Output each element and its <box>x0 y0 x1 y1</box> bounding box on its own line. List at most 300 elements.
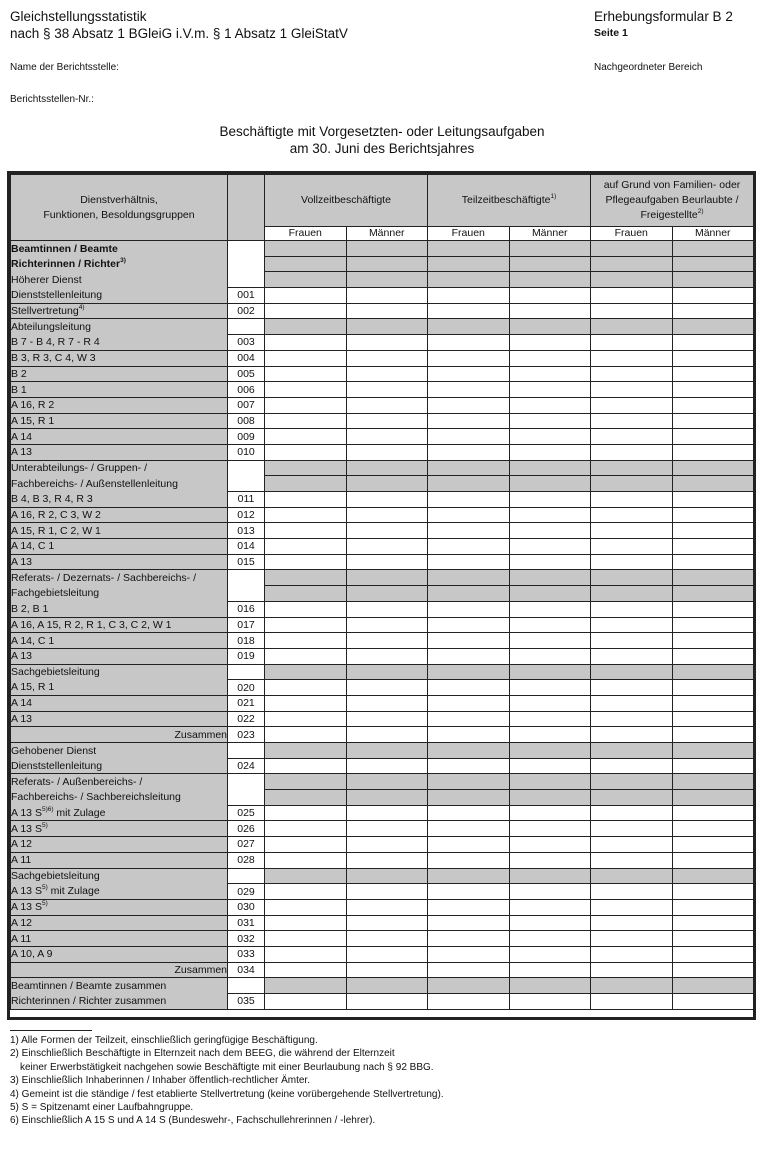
line-number: 018 <box>228 633 265 649</box>
table-row <box>11 946 754 962</box>
entry-cell[interactable] <box>346 852 428 868</box>
entry-cell[interactable] <box>428 335 510 351</box>
shaded-cell <box>265 790 347 806</box>
entry-cell[interactable] <box>591 397 673 413</box>
entry-cell[interactable] <box>509 539 591 555</box>
table-row <box>11 899 754 915</box>
entry-cell[interactable] <box>428 695 510 711</box>
entry-cell[interactable] <box>428 899 510 915</box>
entry-cell[interactable] <box>428 539 510 555</box>
table-row <box>11 758 754 774</box>
entry-cell[interactable] <box>265 727 347 743</box>
entry-cell[interactable] <box>265 962 347 978</box>
entry-cell[interactable] <box>591 884 673 900</box>
entry-cell[interactable] <box>346 633 428 649</box>
row-label <box>11 946 228 962</box>
entry-cell[interactable] <box>346 554 428 570</box>
entry-cell[interactable] <box>346 539 428 555</box>
entry-cell[interactable] <box>265 444 347 460</box>
row-label-text: Beamtinnen / Beamte <box>11 242 118 255</box>
entry-cell[interactable] <box>672 366 754 382</box>
shaded-cell <box>428 272 510 288</box>
footnote: 6) Einschließlich A 15 S und A 14 S (Bundeswehr-, Fachschullehrerinnen / -lehrer). <box>10 1115 376 1127</box>
line-number <box>228 774 265 790</box>
entry-cell[interactable] <box>346 821 428 837</box>
entry-cell[interactable] <box>346 899 428 915</box>
entry-cell[interactable] <box>591 335 673 351</box>
entry-cell[interactable] <box>672 382 754 398</box>
entry-cell[interactable] <box>672 444 754 460</box>
entry-cell[interactable] <box>428 288 510 304</box>
entry-cell[interactable] <box>346 303 428 319</box>
shaded-cell <box>346 868 428 884</box>
shaded-cell <box>591 743 673 759</box>
line-number: 017 <box>228 617 265 633</box>
row-label-suffix: mit Zulage <box>47 885 100 898</box>
entry-cell[interactable] <box>265 397 347 413</box>
shaded-cell <box>672 319 754 335</box>
entry-cell[interactable] <box>346 994 428 1010</box>
table-row <box>11 586 754 602</box>
entry-cell[interactable] <box>591 946 673 962</box>
entry-cell[interactable] <box>591 758 673 774</box>
entry-cell[interactable] <box>591 601 673 617</box>
entry-cell[interactable] <box>428 837 510 853</box>
entry-cell[interactable] <box>672 303 754 319</box>
line-number: 034 <box>228 962 265 978</box>
entry-cell[interactable] <box>428 413 510 429</box>
entry-cell[interactable] <box>428 444 510 460</box>
entry-cell[interactable] <box>672 601 754 617</box>
entry-cell[interactable] <box>346 805 428 821</box>
row-label-text: A 13 S <box>11 822 42 835</box>
entry-cell[interactable] <box>672 335 754 351</box>
entry-cell[interactable] <box>672 413 754 429</box>
shaded-cell <box>509 743 591 759</box>
entry-cell[interactable] <box>591 429 673 445</box>
header-col1-line1: Dienstverhältnis, <box>80 193 158 206</box>
entry-cell[interactable] <box>428 821 510 837</box>
entry-cell[interactable] <box>591 805 673 821</box>
row-label-text: B 2, B 1 <box>11 602 49 615</box>
entry-cell[interactable] <box>265 507 347 523</box>
nachgeordneter-bereich-label: Nachgeordneter Bereich <box>594 62 703 73</box>
entry-cell[interactable] <box>428 554 510 570</box>
row-label <box>11 633 228 649</box>
line-number: 011 <box>228 492 265 508</box>
entry-cell[interactable] <box>428 507 510 523</box>
entry-cell[interactable] <box>509 523 591 539</box>
entry-cell[interactable] <box>672 931 754 947</box>
entry-cell[interactable] <box>428 648 510 664</box>
entry-cell[interactable] <box>265 601 347 617</box>
row-label <box>11 288 228 304</box>
line-number: 012 <box>228 507 265 523</box>
entry-cell[interactable] <box>428 617 510 633</box>
entry-cell[interactable] <box>428 303 510 319</box>
entry-cell[interactable] <box>591 382 673 398</box>
row-label <box>11 868 228 884</box>
entry-cell[interactable] <box>509 429 591 445</box>
entry-cell[interactable] <box>346 288 428 304</box>
entry-cell[interactable] <box>591 994 673 1010</box>
entry-cell[interactable] <box>428 884 510 900</box>
line-number: 007 <box>228 397 265 413</box>
row-label-text: A 15, R 1, C 2, W 1 <box>11 524 101 537</box>
shaded-cell <box>265 743 347 759</box>
entry-cell[interactable] <box>346 429 428 445</box>
entry-cell[interactable] <box>265 554 347 570</box>
entry-cell[interactable] <box>591 633 673 649</box>
line-number: 023 <box>228 727 265 743</box>
entry-cell[interactable] <box>346 758 428 774</box>
entry-cell[interactable] <box>509 962 591 978</box>
line-number: 021 <box>228 695 265 711</box>
entry-cell[interactable] <box>346 335 428 351</box>
entry-cell[interactable] <box>591 727 673 743</box>
line-number: 028 <box>228 852 265 868</box>
table-row <box>11 821 754 837</box>
entry-cell[interactable] <box>509 288 591 304</box>
entry-cell[interactable] <box>265 633 347 649</box>
entry-cell[interactable] <box>509 805 591 821</box>
entry-cell[interactable] <box>591 899 673 915</box>
entry-cell[interactable] <box>509 366 591 382</box>
shaded-cell <box>591 664 673 680</box>
shaded-cell <box>509 978 591 994</box>
header-vollzeit: Vollzeitbeschäftigte <box>265 175 428 227</box>
entry-cell[interactable] <box>346 397 428 413</box>
entry-cell[interactable] <box>265 837 347 853</box>
entry-cell[interactable] <box>265 523 347 539</box>
entry-cell[interactable] <box>672 648 754 664</box>
entry-cell[interactable] <box>428 601 510 617</box>
entry-cell[interactable] <box>346 444 428 460</box>
entry-cell[interactable] <box>346 680 428 696</box>
entry-cell[interactable] <box>672 507 754 523</box>
entry-cell[interactable] <box>428 492 510 508</box>
row-label-text: A 13 <box>11 556 33 569</box>
entry-cell[interactable] <box>509 931 591 947</box>
line-number <box>228 319 265 335</box>
entry-cell[interactable] <box>672 727 754 743</box>
row-label <box>11 413 228 429</box>
table-row <box>11 241 754 257</box>
entry-cell[interactable] <box>672 994 754 1010</box>
entry-cell[interactable] <box>265 413 347 429</box>
entry-cell[interactable] <box>265 539 347 555</box>
entry-cell[interactable] <box>591 539 673 555</box>
entry-cell[interactable] <box>346 837 428 853</box>
entry-cell[interactable] <box>265 617 347 633</box>
row-label <box>11 931 228 947</box>
entry-cell[interactable] <box>265 994 347 1010</box>
entry-cell[interactable] <box>428 680 510 696</box>
table-row <box>11 413 754 429</box>
entry-cell[interactable] <box>591 852 673 868</box>
table-row <box>11 680 754 696</box>
entry-cell[interactable] <box>591 837 673 853</box>
entry-cell[interactable] <box>672 492 754 508</box>
header-maenner: Männer <box>346 227 428 241</box>
entry-cell[interactable] <box>672 429 754 445</box>
entry-cell[interactable] <box>509 711 591 727</box>
entry-cell[interactable] <box>591 413 673 429</box>
entry-cell[interactable] <box>591 523 673 539</box>
row-label-text: Referats- / Außenbereichs- / <box>11 775 143 788</box>
shaded-cell <box>346 241 428 257</box>
footnote-ref: 5)6) <box>41 805 54 813</box>
row-label <box>11 397 228 413</box>
entry-cell[interactable] <box>509 695 591 711</box>
entry-cell[interactable] <box>672 617 754 633</box>
entry-cell[interactable] <box>509 633 591 649</box>
table-row <box>11 397 754 413</box>
entry-cell[interactable] <box>265 821 347 837</box>
entry-cell[interactable] <box>428 397 510 413</box>
entry-cell[interactable] <box>672 946 754 962</box>
row-label <box>11 444 228 460</box>
entry-cell[interactable] <box>346 931 428 947</box>
entry-cell[interactable] <box>591 554 673 570</box>
row-label <box>11 429 228 445</box>
entry-cell[interactable] <box>265 350 347 366</box>
entry-cell[interactable] <box>428 350 510 366</box>
entry-cell[interactable] <box>509 617 591 633</box>
row-label-text: Fachgebietsleitung <box>11 587 100 600</box>
entry-cell[interactable] <box>509 821 591 837</box>
table-row <box>11 852 754 868</box>
entry-cell[interactable] <box>265 648 347 664</box>
row-label <box>11 335 228 351</box>
entry-cell[interactable] <box>509 946 591 962</box>
entry-cell[interactable] <box>265 366 347 382</box>
entry-cell[interactable] <box>509 758 591 774</box>
entry-cell[interactable] <box>672 711 754 727</box>
table-row <box>11 272 754 288</box>
header-dienstverhaeltnis <box>11 175 228 241</box>
entry-cell[interactable] <box>346 648 428 664</box>
entry-cell[interactable] <box>509 444 591 460</box>
entry-cell[interactable] <box>428 711 510 727</box>
entry-cell[interactable] <box>346 915 428 931</box>
entry-cell[interactable] <box>265 915 347 931</box>
entry-cell[interactable] <box>428 727 510 743</box>
shaded-cell <box>265 241 347 257</box>
entry-cell[interactable] <box>672 633 754 649</box>
entry-cell[interactable] <box>509 727 591 743</box>
entry-cell[interactable] <box>672 554 754 570</box>
entry-cell[interactable] <box>265 899 347 915</box>
entry-cell[interactable] <box>346 601 428 617</box>
row-label-text: Unterabteilungs- / Gruppen- / <box>11 462 147 475</box>
entry-cell[interactable] <box>591 288 673 304</box>
entry-cell[interactable] <box>509 994 591 1010</box>
entry-cell[interactable] <box>672 288 754 304</box>
entry-cell[interactable] <box>591 821 673 837</box>
row-label-text: A 14 <box>11 430 33 443</box>
entry-cell[interactable] <box>428 366 510 382</box>
entry-cell[interactable] <box>428 931 510 947</box>
row-label-suffix: mit Zulage <box>53 806 106 819</box>
entry-cell[interactable] <box>509 648 591 664</box>
entry-cell[interactable] <box>672 852 754 868</box>
entry-cell[interactable] <box>509 413 591 429</box>
entry-cell[interactable] <box>591 915 673 931</box>
entry-cell[interactable] <box>509 680 591 696</box>
header-col1-line2: Funktionen, Besoldungsgruppen <box>43 208 195 221</box>
form-id: Erhebungsformular B 2 <box>594 9 733 24</box>
entry-cell[interactable] <box>346 366 428 382</box>
entry-cell[interactable] <box>346 711 428 727</box>
entry-cell[interactable] <box>346 617 428 633</box>
footnote-ref: 5) <box>41 821 48 829</box>
line-number: 006 <box>228 382 265 398</box>
entry-cell[interactable] <box>428 994 510 1010</box>
entry-cell[interactable] <box>509 884 591 900</box>
entry-cell[interactable] <box>265 288 347 304</box>
table-row <box>11 570 754 586</box>
entry-cell[interactable] <box>672 899 754 915</box>
entry-cell[interactable] <box>428 946 510 962</box>
entry-cell[interactable] <box>265 492 347 508</box>
shaded-cell <box>265 868 347 884</box>
entry-cell[interactable] <box>428 523 510 539</box>
shaded-cell <box>346 272 428 288</box>
entry-cell[interactable] <box>265 695 347 711</box>
shaded-cell <box>509 790 591 806</box>
shaded-cell <box>672 664 754 680</box>
entry-cell[interactable] <box>509 507 591 523</box>
entry-cell[interactable] <box>509 397 591 413</box>
shaded-cell <box>265 978 347 994</box>
entry-cell[interactable] <box>428 915 510 931</box>
header-frauen: Frauen <box>265 227 347 241</box>
entry-cell[interactable] <box>265 946 347 962</box>
entry-cell[interactable] <box>265 429 347 445</box>
entry-cell[interactable] <box>672 350 754 366</box>
entry-cell[interactable] <box>509 382 591 398</box>
entry-cell[interactable] <box>265 852 347 868</box>
entry-cell[interactable] <box>672 837 754 853</box>
entry-cell[interactable] <box>346 413 428 429</box>
entry-cell[interactable] <box>346 946 428 962</box>
line-number <box>228 743 265 759</box>
shaded-cell <box>428 868 510 884</box>
entry-cell[interactable] <box>346 382 428 398</box>
entry-cell[interactable] <box>346 962 428 978</box>
entry-cell[interactable] <box>591 303 673 319</box>
shaded-cell <box>591 460 673 476</box>
entry-cell[interactable] <box>428 758 510 774</box>
entry-cell[interactable] <box>265 711 347 727</box>
entry-cell[interactable] <box>265 382 347 398</box>
shaded-cell <box>428 978 510 994</box>
entry-cell[interactable] <box>509 554 591 570</box>
entry-cell[interactable] <box>346 507 428 523</box>
row-label <box>11 711 228 727</box>
entry-cell[interactable] <box>346 350 428 366</box>
entry-cell[interactable] <box>591 931 673 947</box>
shaded-cell <box>346 978 428 994</box>
row-label <box>11 821 228 837</box>
entry-cell[interactable] <box>509 837 591 853</box>
entry-cell[interactable] <box>265 931 347 947</box>
entry-cell[interactable] <box>509 915 591 931</box>
entry-cell[interactable] <box>672 821 754 837</box>
entry-cell[interactable] <box>509 899 591 915</box>
shaded-cell <box>672 868 754 884</box>
entry-cell[interactable] <box>591 711 673 727</box>
entry-cell[interactable] <box>591 695 673 711</box>
entry-cell[interactable] <box>428 962 510 978</box>
entry-cell[interactable] <box>428 429 510 445</box>
entry-cell[interactable] <box>672 884 754 900</box>
entry-cell[interactable] <box>591 492 673 508</box>
entry-cell[interactable] <box>265 335 347 351</box>
entry-cell[interactable] <box>428 805 510 821</box>
line-number: 025 <box>228 805 265 821</box>
entry-cell[interactable] <box>672 397 754 413</box>
row-label <box>11 382 228 398</box>
entry-cell[interactable] <box>428 852 510 868</box>
table-row <box>11 303 754 319</box>
entry-cell[interactable] <box>346 727 428 743</box>
entry-cell[interactable] <box>591 366 673 382</box>
entry-cell[interactable] <box>346 492 428 508</box>
entry-cell[interactable] <box>591 680 673 696</box>
entry-cell[interactable] <box>428 382 510 398</box>
entry-cell[interactable] <box>591 350 673 366</box>
entry-cell[interactable] <box>346 884 428 900</box>
entry-cell[interactable] <box>509 601 591 617</box>
entry-cell[interactable] <box>509 350 591 366</box>
entry-cell[interactable] <box>591 617 673 633</box>
entry-cell[interactable] <box>346 695 428 711</box>
entry-cell[interactable] <box>672 695 754 711</box>
entry-cell[interactable] <box>672 539 754 555</box>
entry-cell[interactable] <box>346 523 428 539</box>
entry-cell[interactable] <box>265 884 347 900</box>
entry-cell[interactable] <box>509 852 591 868</box>
line-number <box>228 868 265 884</box>
footnote: keiner Erwerbstätigkeit nachgehen sowie Beschäftigte mit einer Beurlaubung nach § 92 BBG. <box>20 1061 434 1073</box>
entry-cell[interactable] <box>672 962 754 978</box>
entry-cell[interactable] <box>265 805 347 821</box>
entry-cell[interactable] <box>672 523 754 539</box>
entry-cell[interactable] <box>509 335 591 351</box>
entry-cell[interactable] <box>672 915 754 931</box>
shaded-cell <box>265 256 347 272</box>
entry-cell[interactable] <box>672 758 754 774</box>
entry-cell[interactable] <box>672 680 754 696</box>
shaded-cell <box>591 319 673 335</box>
entry-cell[interactable] <box>591 444 673 460</box>
entry-cell[interactable] <box>509 492 591 508</box>
shaded-cell <box>346 774 428 790</box>
entry-cell[interactable] <box>672 805 754 821</box>
entry-cell[interactable] <box>591 507 673 523</box>
entry-cell[interactable] <box>509 303 591 319</box>
shaded-cell <box>428 460 510 476</box>
entry-cell[interactable] <box>591 648 673 664</box>
entry-cell[interactable] <box>265 680 347 696</box>
entry-cell[interactable] <box>591 962 673 978</box>
entry-cell[interactable] <box>265 303 347 319</box>
entry-cell[interactable] <box>428 633 510 649</box>
footnote-ref: 5) <box>41 900 48 908</box>
entry-cell[interactable] <box>265 758 347 774</box>
